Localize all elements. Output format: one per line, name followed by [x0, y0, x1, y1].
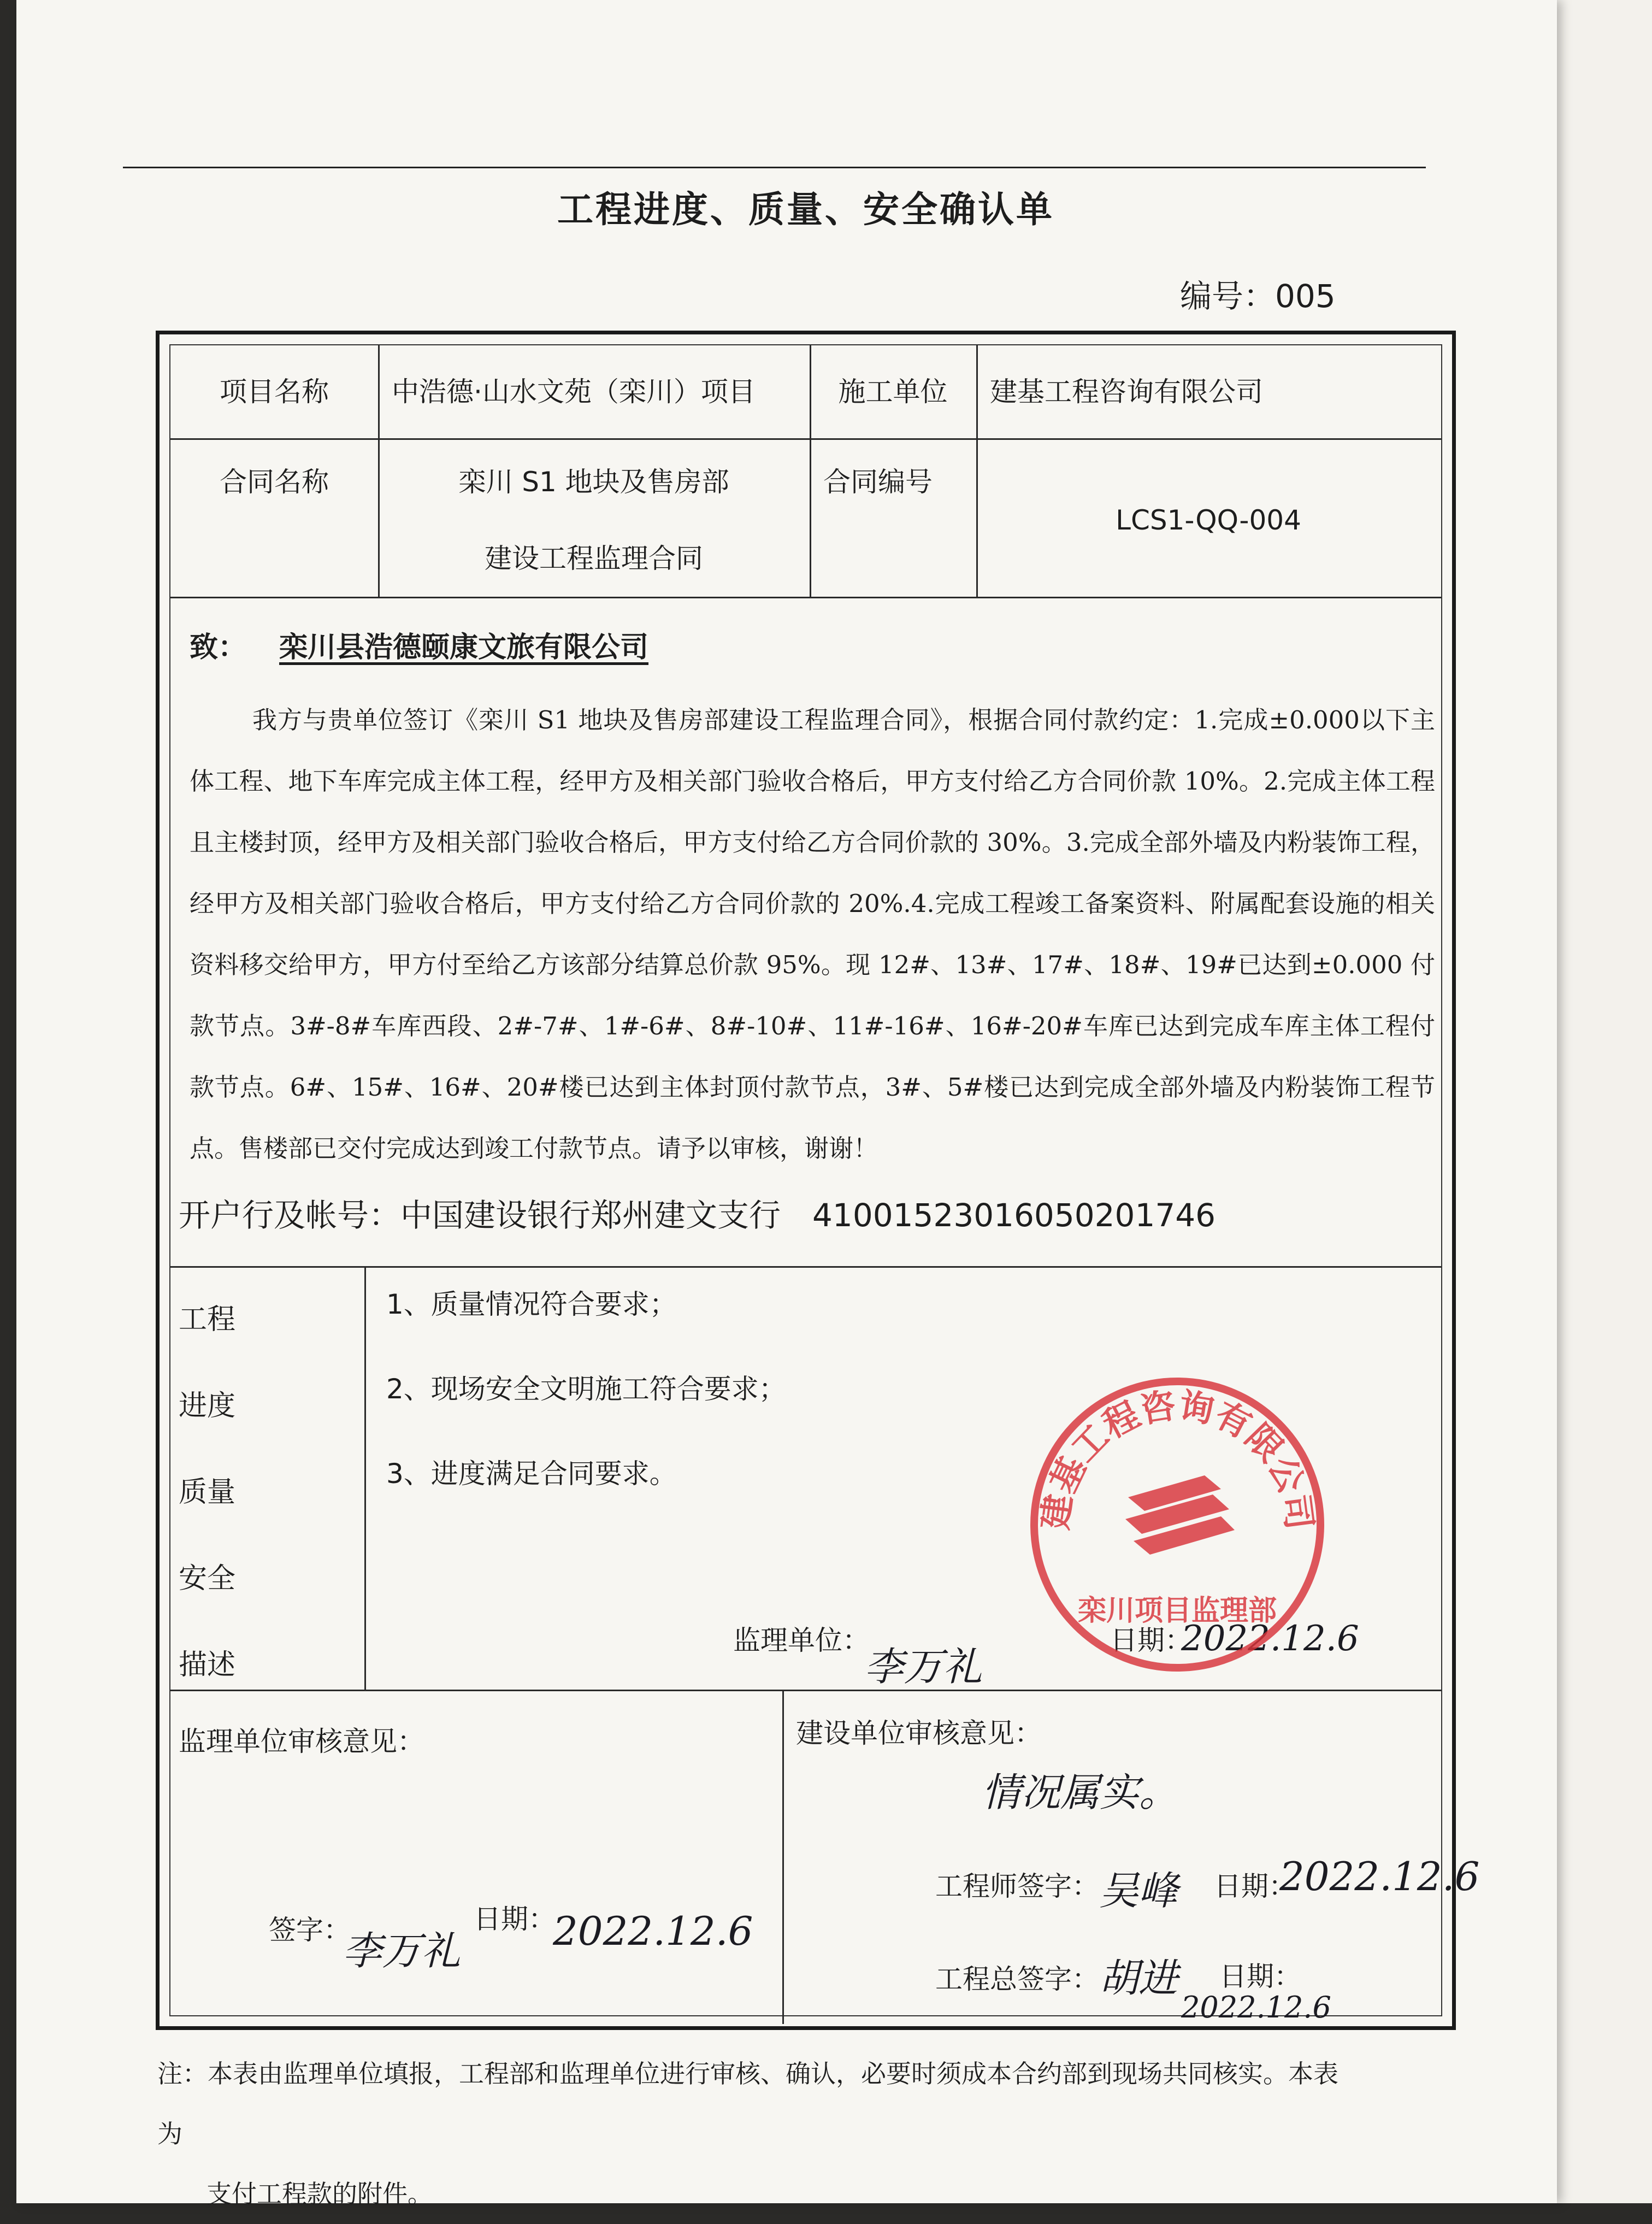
chief-sign-label: 工程总签字：: [935, 1963, 1099, 1995]
chief-signature: 胡进: [1099, 1955, 1178, 2001]
request-body: 我方与贵单位签订《栾川 S1 地块及售房部建设工程监理合同》，根据合同付款约定：1.完成±0.000以下主体工程、地下车库完成主体工程，经甲方及相关部门验收合格后，甲方支付给乙方合同价款 10%。2.完成主体工程且主楼封顶，经甲方及相关部门验收合格后，甲方支付给乙方合同价款的 30%。3.完成全部外墙及内粉装饰工程，经甲方及相关部门验收合格后，甲方支付给乙方合同价款的 20%.4.完成工程竣工备案资料、附属配套设施的相关资料移交给甲方，甲方付至给乙方该部分结算总价款 95%。现 12#、13#、17#、18#、19#已达到±0.000 付款节点。3#-8#车库西段、2#-7#、1#-6#、8#-10#、11#-16#、16#-20#车库已达到完成车库主体工程付款节点。6#、15#、16#、20#楼已达到主体封顶付款节点，3#、5#楼已达到完成全部外墙及内粉装饰工程节点。售楼部已交付完成达到竣工付款节点。请予以审核，谢谢！: [190, 705, 1435, 1163]
supervisor-unit-label: 监理单位：: [733, 1625, 870, 1656]
builder-review-label: 建设单位审核意见：: [796, 1717, 1042, 1749]
addressee-name: 栾川县浩德颐康文旅有限公司: [279, 631, 649, 664]
side-label-2: 进度: [179, 1390, 236, 1422]
review-signature: 李万礼: [343, 1928, 461, 1974]
document-title: 工程进度、质量、安全确认单: [557, 189, 1054, 231]
label-contract-name: 合同名称: [220, 466, 329, 498]
addressee-label: 致：: [190, 631, 247, 664]
form-frame: [156, 331, 1480, 2030]
side-label-1: 工程: [179, 1303, 236, 1336]
side-label-5: 描述: [179, 1649, 236, 1681]
addressee-line: [190, 624, 648, 665]
col-divider: [782, 1690, 784, 2024]
bank-label: 开户行及帐号：中国建设银行郑州建文支行: [179, 1197, 781, 1234]
seal-logo: [1125, 1475, 1235, 1555]
supervisor-date-label: 日期：: [1110, 1625, 1192, 1656]
footer-note-line2: 支付工程款的附件。: [206, 2179, 433, 2209]
row-divider: [170, 597, 1441, 598]
company-seal: [1024, 1372, 1330, 1678]
engineer-date: 2022.12.6: [1279, 1854, 1480, 1899]
supervisor-review-label: 监理单位审核意见：: [179, 1726, 424, 1757]
supervisor-date: 2022.12.6: [1181, 1619, 1359, 1659]
engineer-sign-label: 工程师签字：: [935, 1870, 1099, 1902]
col-divider: [976, 345, 978, 597]
seal-subtext: 栾川项目监理部: [1077, 1595, 1277, 1627]
label-contract-no: 合同编号: [823, 466, 933, 498]
review-date-label: 日期：: [474, 1903, 556, 1935]
footer-note: [157, 2044, 1359, 2224]
description-item-3: 3、进度满足合同要求。: [386, 1458, 677, 1490]
engineer-signature: 吴峰: [1099, 1868, 1178, 1914]
supervisor-signature: 李万礼: [864, 1644, 983, 1690]
description-item-2: 2、现场安全文明施工符合要求；: [386, 1373, 786, 1405]
header-rule: [123, 167, 1426, 168]
value-contract-no: LCS1-QQ-004: [1116, 504, 1301, 536]
row-divider: [170, 438, 1441, 440]
description-item-1: 1、质量情况符合要求；: [386, 1288, 677, 1320]
label-project-name: 项目名称: [220, 376, 329, 408]
document-page: [16, 0, 1557, 2209]
row-divider: [170, 1266, 1441, 1268]
side-label-3: 质量: [179, 1476, 236, 1509]
footer-note-line1: 注：本表由监理单位填报，工程部和监理单位进行审核、确认，必要时须成本合约部到现场共同核实。本表为: [157, 2059, 1338, 2149]
col-divider: [364, 1266, 366, 1690]
serial-number: 编号：005: [1180, 278, 1336, 315]
seal-text-path: 建基工程咨询有限公司: [1035, 1385, 1319, 1532]
value-contract-name-line2: 建设工程监理合同: [485, 543, 703, 574]
side-label-4: 安全: [179, 1562, 236, 1595]
bank-account: 41001523016050201746: [812, 1197, 1216, 1234]
label-contractor: 施工单位: [838, 376, 948, 408]
chief-date-label: 日期：: [1219, 1961, 1301, 1992]
bank-info: [179, 1190, 1216, 1235]
engineer-date-label: 日期：: [1214, 1870, 1296, 1902]
row-divider: [170, 1690, 1441, 1691]
value-contractor: 建基工程咨询有限公司: [990, 376, 1263, 408]
value-contract-name-line1: 栾川 S1 地块及售房部: [458, 466, 729, 498]
form-table: [169, 344, 1480, 2025]
chief-date: 2022.12.6: [1181, 1990, 1331, 2025]
value-project-name: 中浩德·山水文苑（栾川）项目: [392, 376, 756, 408]
builder-opinion: 情况属实。: [982, 1769, 1179, 1815]
review-date: 2022.12.6: [553, 1908, 753, 1954]
review-sign-label: 签字：: [269, 1914, 351, 1946]
